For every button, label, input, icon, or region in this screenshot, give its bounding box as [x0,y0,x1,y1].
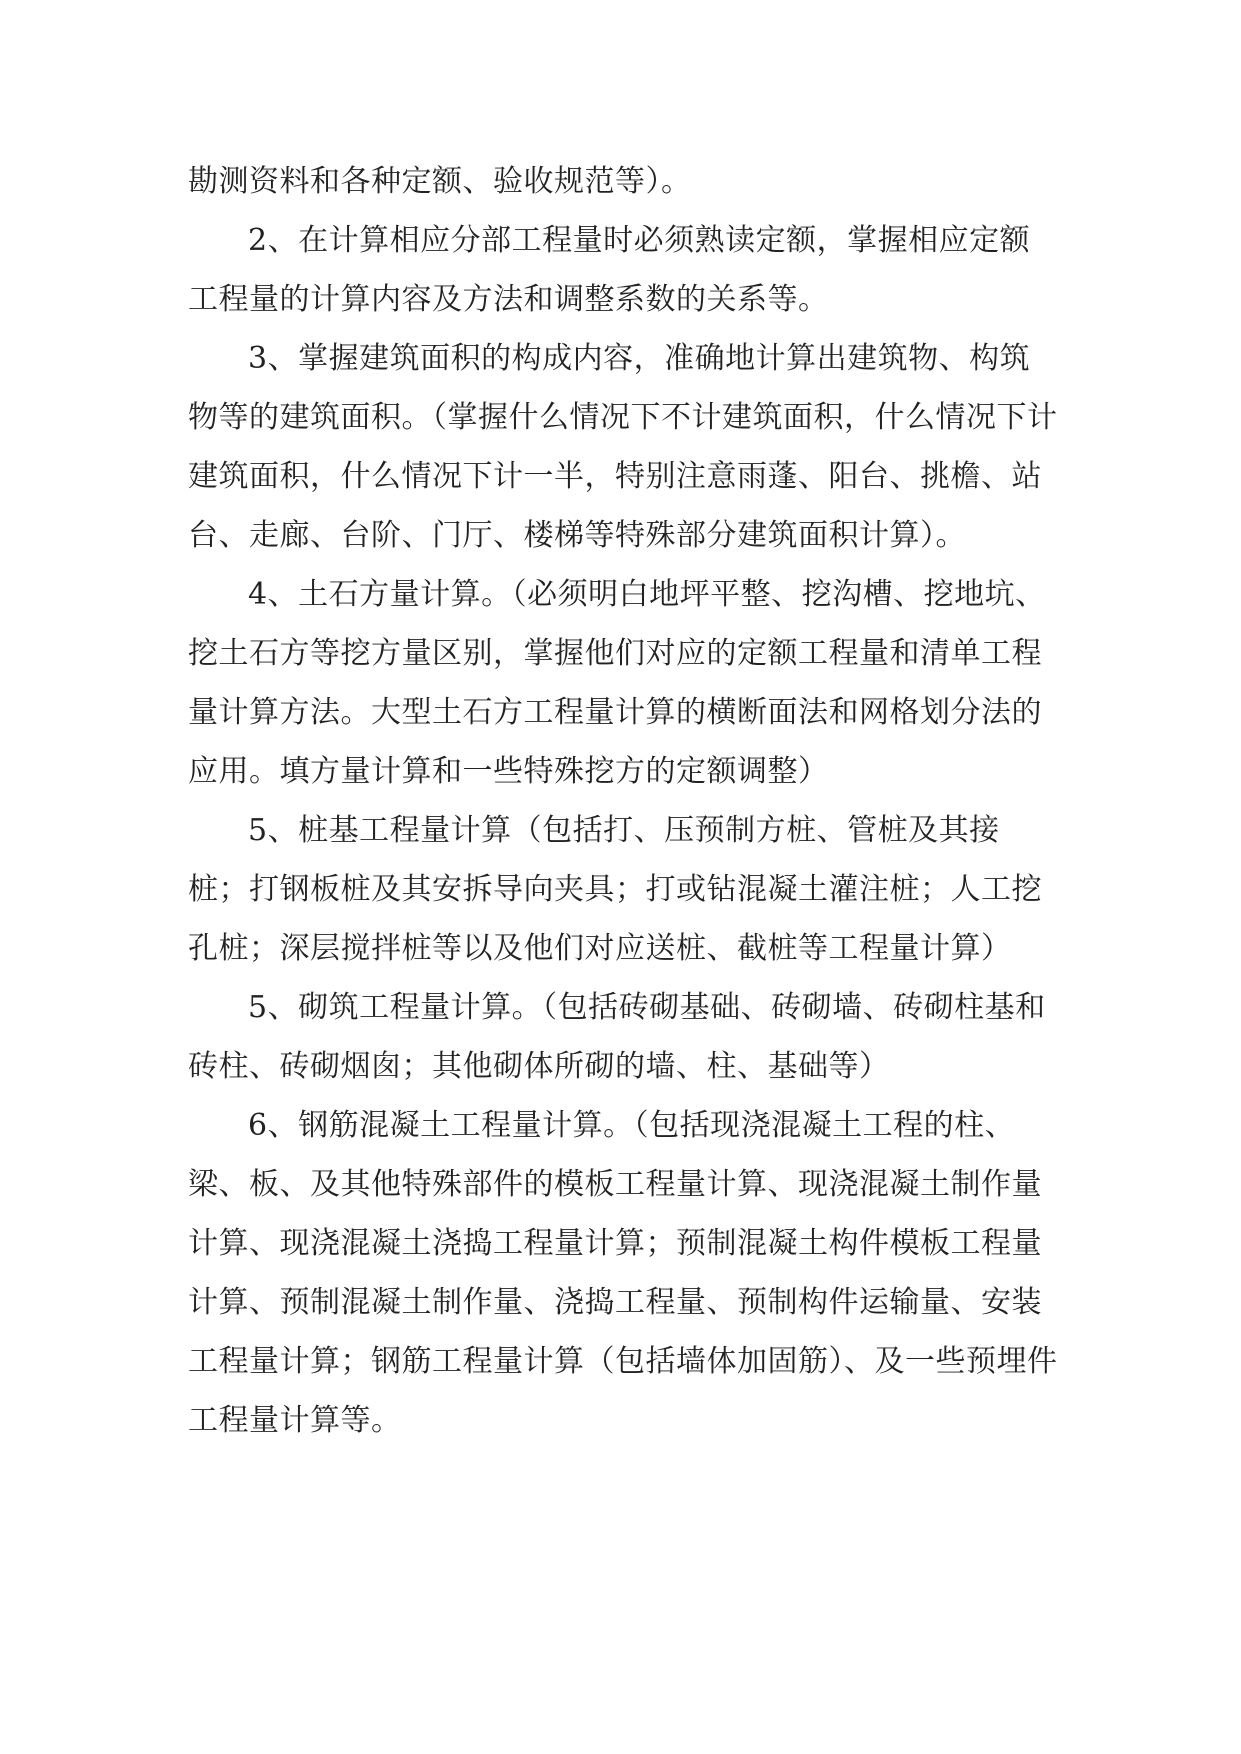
document-body [188,152,1060,1450]
paragraph-item-2: 2、在计算相应分部工程量时必须熟读定额，掌握相应定额工程量的计算内容及方法和调整系数的关系等。 [188,223,1031,317]
paragraph-item-6: 6、钢筋混凝土工程量计算。（包括现浇混凝土工程的柱、梁、板、及其他特殊部件的模板工程量计算、现浇混凝土制作量计算、现浇混凝土浇捣工程量计算；预制混凝土构件模板工程量计算、预制混凝土制作量、浇捣工程量、预制构件运输量、安装工程量计算；钢筋工程量计算（包括墙体加固筋）、及一些预埋件工程量计算等。 [188,1108,1058,1438]
paragraph-item-5-masonry: 5、砌筑工程量计算。（包括砖砌基础、砖砌墙、砖砌柱基和砖柱、砖砌烟囱；其他砌体所砌的墙、柱、基础等） [188,990,1046,1084]
paragraph-continuation: 勘测资料和各种定额、验收规范等）。 [188,164,692,199]
paragraph-item-4: 4、土石方量计算。（必须明白地坪平整、挖沟槽、挖地坑、挖土石方等挖方量区别，掌握他们对应的定额工程量和清单工程量计算方法。大型土石方工程量计算的横断面法和网格划分法的应用。填方量计算和一些特殊挖方的定额调整） [188,577,1046,789]
paragraph-item-3: 3、掌握建筑面积的构成内容，准确地计算出建筑物、构筑物等的建筑面积。（掌握什么情况下不计建筑面积，什么情况下计建筑面积，什么情况下计一半，特别注意雨蓬、阳台、挑檐、站台、走廊、台阶、门厅、楼梯等特殊部分建筑面积计算）。 [188,341,1058,553]
paragraph-item-5-pile: 5、桩基工程量计算（包括打、压预制方桩、管桩及其接桩；打钢板桩及其安拆导向夹具；打或钻混凝土灌注桩；人工挖孔桩；深层搅拌桩等以及他们对应送桩、截桩等工程量计算） [188,813,1042,966]
